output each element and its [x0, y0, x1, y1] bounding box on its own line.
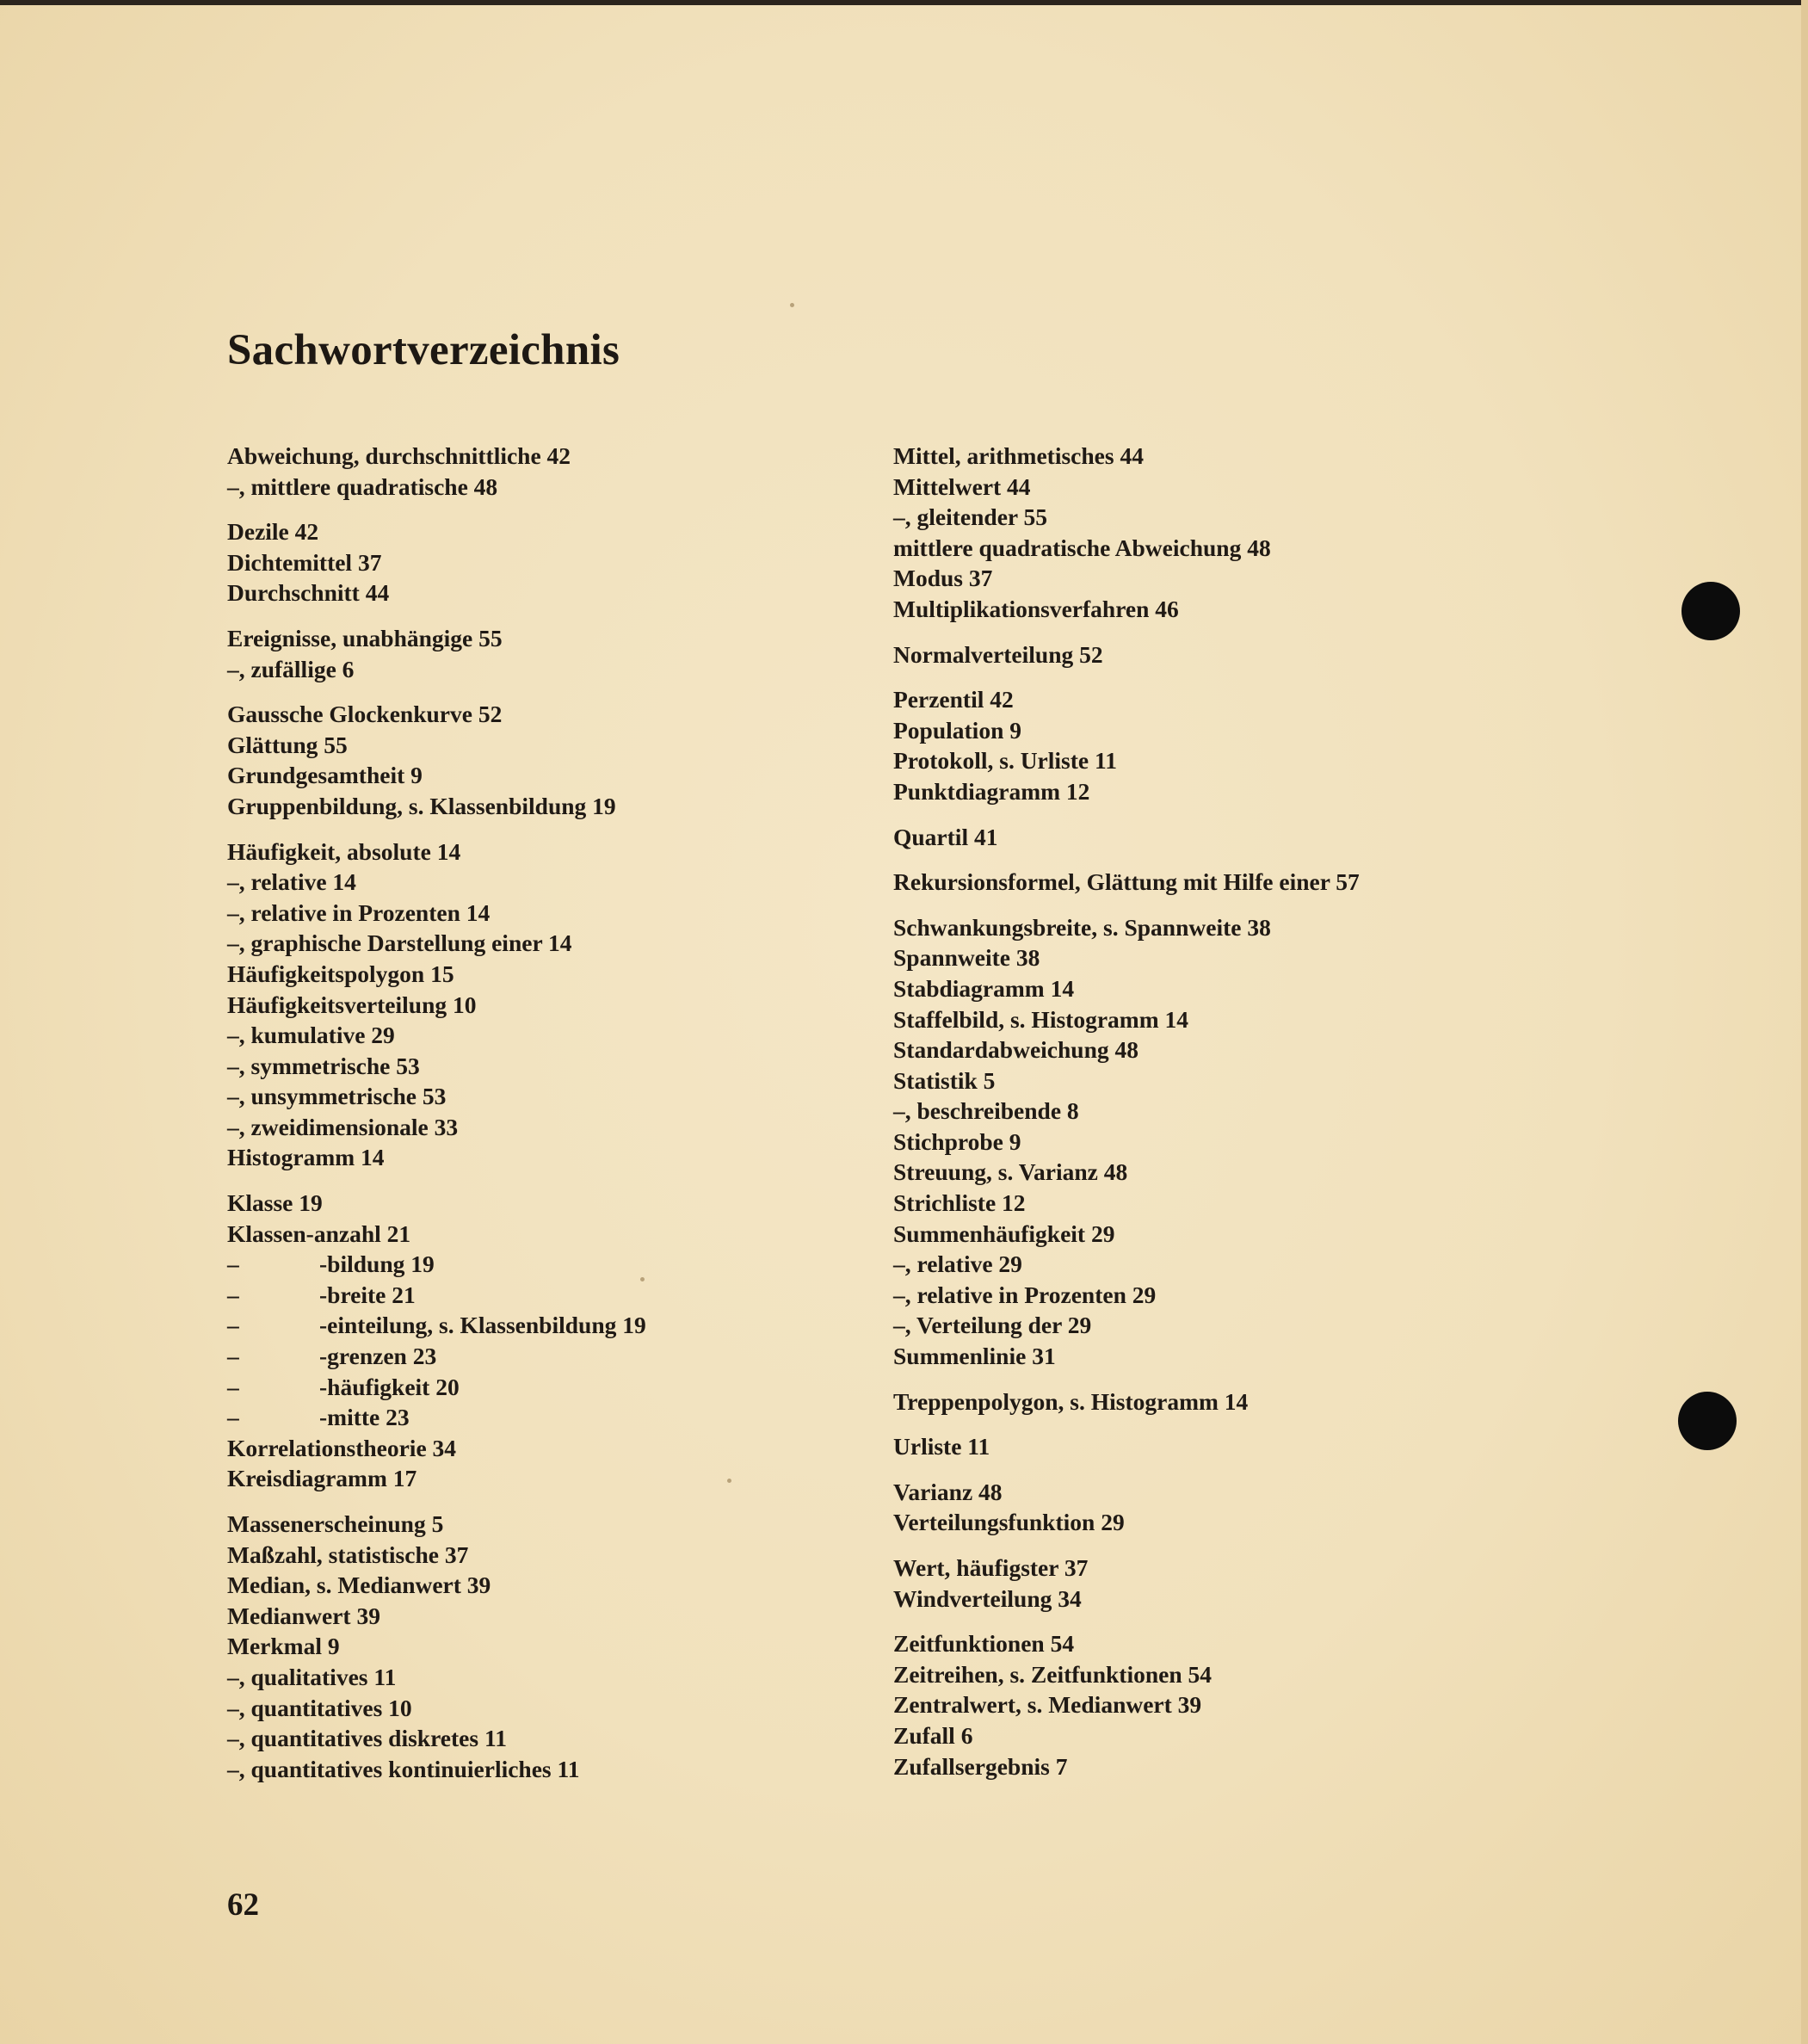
- index-entry: Quartil 41: [893, 823, 998, 850]
- index-entry: Windverteilung 34: [893, 1584, 1082, 1612]
- index-column-left: [227, 441, 864, 1799]
- index-entry: Summenhäufigkeit 29: [893, 1220, 1115, 1247]
- entry-text: -breite 21: [319, 1281, 416, 1308]
- paper-speck: [640, 1277, 645, 1281]
- page-right-edge: [1801, 0, 1808, 2044]
- index-entry: Urliste 11: [893, 1433, 990, 1460]
- index-entry: Schwankungsbreite, s. Spannweite 38: [893, 913, 1271, 941]
- index-entry: Streuung, s. Varianz 48: [893, 1158, 1128, 1186]
- index-group: [227, 837, 864, 1174]
- index-entry: Häufigkeit, absolute 14: [227, 837, 461, 865]
- index-entry: [227, 1280, 864, 1311]
- index-entry: –, quantitatives kontinuierliches 11: [227, 1755, 580, 1782]
- entry-text: -einteilung, s. Klassenbildung 19: [319, 1312, 646, 1339]
- index-entry: –, relative 14: [227, 868, 356, 896]
- index-entry: [227, 1310, 864, 1341]
- index-entry: Kreisdiagramm 17: [227, 1465, 417, 1492]
- index-entry: –, Verteilung der 29: [893, 1312, 1092, 1339]
- index-entry: –, unsymmetrische 53: [227, 1083, 447, 1110]
- index-entry: Stabdiagramm 14: [893, 974, 1075, 1002]
- entry-text: -häufigkeit 20: [319, 1373, 460, 1400]
- index-entry: Dezile 42: [227, 518, 319, 546]
- index-entry: Varianz 48: [893, 1478, 1003, 1505]
- index-entry: Rekursionsformel, Glättung mit Hilfe einer 57: [893, 868, 1360, 896]
- index-entry: Spannweite 38: [893, 944, 1040, 972]
- index-entry: –, relative in Prozenten 29: [893, 1281, 1157, 1308]
- index-entry: Mittel, arithmetisches 44: [893, 442, 1144, 469]
- index-entry: –, quantitatives diskretes 11: [227, 1725, 507, 1752]
- index-group: [227, 1509, 864, 1784]
- entry-dash: –: [227, 1281, 239, 1308]
- index-entry: Population 9: [893, 716, 1021, 744]
- index-entry: Gaussche Glockenkurve 52: [227, 701, 503, 728]
- index-entry: –, zufällige 6: [227, 655, 355, 682]
- index-entry: Klassen-anzahl 21: [227, 1220, 411, 1247]
- entry-dash: –: [227, 1404, 239, 1431]
- index-group: [893, 1386, 1513, 1417]
- index-entry: [227, 1249, 864, 1280]
- index-entry: Zufall 6: [893, 1721, 973, 1749]
- entry-dash: –: [227, 1250, 239, 1278]
- index-entry: Verteilungsfunktion 29: [893, 1509, 1125, 1536]
- index-entry: Standardabweichung 48: [893, 1036, 1139, 1064]
- index-group: [227, 623, 864, 684]
- index-entry: [227, 1341, 864, 1372]
- index-entry: Median, s. Medianwert 39: [227, 1572, 491, 1599]
- index-group: [893, 639, 1513, 670]
- index-entry: –, graphische Darstellung einer 14: [227, 929, 572, 957]
- index-group: [893, 1628, 1513, 1782]
- index-entry: [227, 1402, 864, 1433]
- index-entry: –, zweidimensionale 33: [227, 1113, 459, 1140]
- index-entry: Zentralwert, s. Medianwert 39: [893, 1691, 1202, 1719]
- index-entry: –, kumulative 29: [227, 1022, 395, 1049]
- index-entry: Medianwert 39: [227, 1602, 380, 1629]
- entry-dash: –: [227, 1373, 239, 1400]
- index-entry: –, beschreibende 8: [893, 1097, 1079, 1125]
- punch-hole-lower: [1678, 1392, 1737, 1450]
- index-entry: Mittelwert 44: [893, 472, 1031, 500]
- index-entry: Grundgesamtheit 9: [227, 762, 423, 789]
- page-top-edge: [0, 0, 1808, 5]
- index-entry: –, relative 29: [893, 1250, 1022, 1278]
- index-entry: Massenerscheinung 5: [227, 1510, 444, 1537]
- index-entry: Zeitfunktionen 54: [893, 1630, 1075, 1658]
- page-number: 62: [227, 1887, 259, 1923]
- index-entry: Korrelationstheorie 34: [227, 1434, 457, 1461]
- index-entry: –, mittlere quadratische 48: [227, 472, 498, 500]
- entry-text: -mitte 23: [319, 1404, 410, 1431]
- index-entry: –, qualitatives 11: [227, 1663, 397, 1690]
- index-group: [227, 516, 864, 608]
- index-entry: Häufigkeitsverteilung 10: [227, 991, 477, 1018]
- entry-dash: –: [227, 1343, 239, 1370]
- index-entry: Modus 37: [893, 565, 993, 592]
- paper-speck: [727, 1479, 731, 1483]
- index-group: [227, 699, 864, 821]
- index-entry: [227, 1372, 864, 1403]
- index-entry: Strichliste 12: [893, 1189, 1026, 1217]
- index-entry: Wert, häufigster 37: [893, 1554, 1089, 1581]
- index-entry: –, gleitender 55: [893, 503, 1047, 531]
- index-entry: Abweichung, durchschnittliche 42: [227, 442, 571, 469]
- index-entry: Gruppenbildung, s. Klassenbildung 19: [227, 792, 616, 819]
- index-entry: Statistik 5: [893, 1066, 996, 1094]
- index-entry: Perzentil 42: [893, 686, 1014, 713]
- index-entry: Summenlinie 31: [893, 1343, 1056, 1370]
- index-entry: Histogramm 14: [227, 1144, 385, 1171]
- index-entry: Stichprobe 9: [893, 1127, 1021, 1155]
- index-entry: Normalverteilung 52: [893, 640, 1103, 668]
- index-column-right: [893, 441, 1513, 1796]
- index-entry: Ereignisse, unabhängige 55: [227, 624, 503, 651]
- index-entry: –, relative in Prozenten 14: [227, 898, 491, 926]
- index-group: [893, 441, 1513, 625]
- index-group: [893, 684, 1513, 806]
- index-group: [893, 867, 1513, 898]
- index-group: [227, 441, 864, 502]
- index-entry: –, quantitatives 10: [227, 1694, 412, 1721]
- index-group: [893, 1477, 1513, 1538]
- index-entry: Staffelbild, s. Histogramm 14: [893, 1005, 1188, 1033]
- index-entry: Glättung 55: [227, 731, 348, 758]
- index-entry: Häufigkeitspolygon 15: [227, 960, 454, 987]
- entry-text: -bildung 19: [319, 1250, 435, 1278]
- index-entry: Dichtemittel 37: [227, 548, 382, 576]
- index-entry: Treppenpolygon, s. Histogramm 14: [893, 1387, 1249, 1415]
- index-group: [893, 1553, 1513, 1614]
- index-entry: Klasse 19: [227, 1189, 323, 1217]
- index-entry: Protokoll, s. Urliste 11: [893, 747, 1117, 775]
- index-group: [227, 1188, 864, 1494]
- index-entry: mittlere quadratische Abweichung 48: [893, 534, 1271, 561]
- index-entry: Multiplikationsverfahren 46: [893, 595, 1179, 622]
- paper-speck: [790, 303, 794, 307]
- index-entry: Durchschnitt 44: [227, 579, 390, 607]
- punch-hole-upper: [1682, 582, 1740, 640]
- index-group: [893, 822, 1513, 853]
- index-group: [893, 1431, 1513, 1462]
- index-entry: Merkmal 9: [227, 1633, 340, 1660]
- index-entry: Zeitreihen, s. Zeitfunktionen 54: [893, 1660, 1213, 1688]
- index-group: [893, 912, 1513, 1372]
- index-entry: –, symmetrische 53: [227, 1052, 420, 1079]
- index-entry: Zufallsergebnis 7: [893, 1752, 1068, 1780]
- page-title: Sachwortverzeichnis: [227, 326, 620, 374]
- entry-text: -grenzen 23: [319, 1343, 437, 1370]
- index-entry: Maßzahl, statistische 37: [227, 1541, 469, 1568]
- index-entry: Punktdiagramm 12: [893, 777, 1090, 805]
- entry-dash: –: [227, 1312, 239, 1339]
